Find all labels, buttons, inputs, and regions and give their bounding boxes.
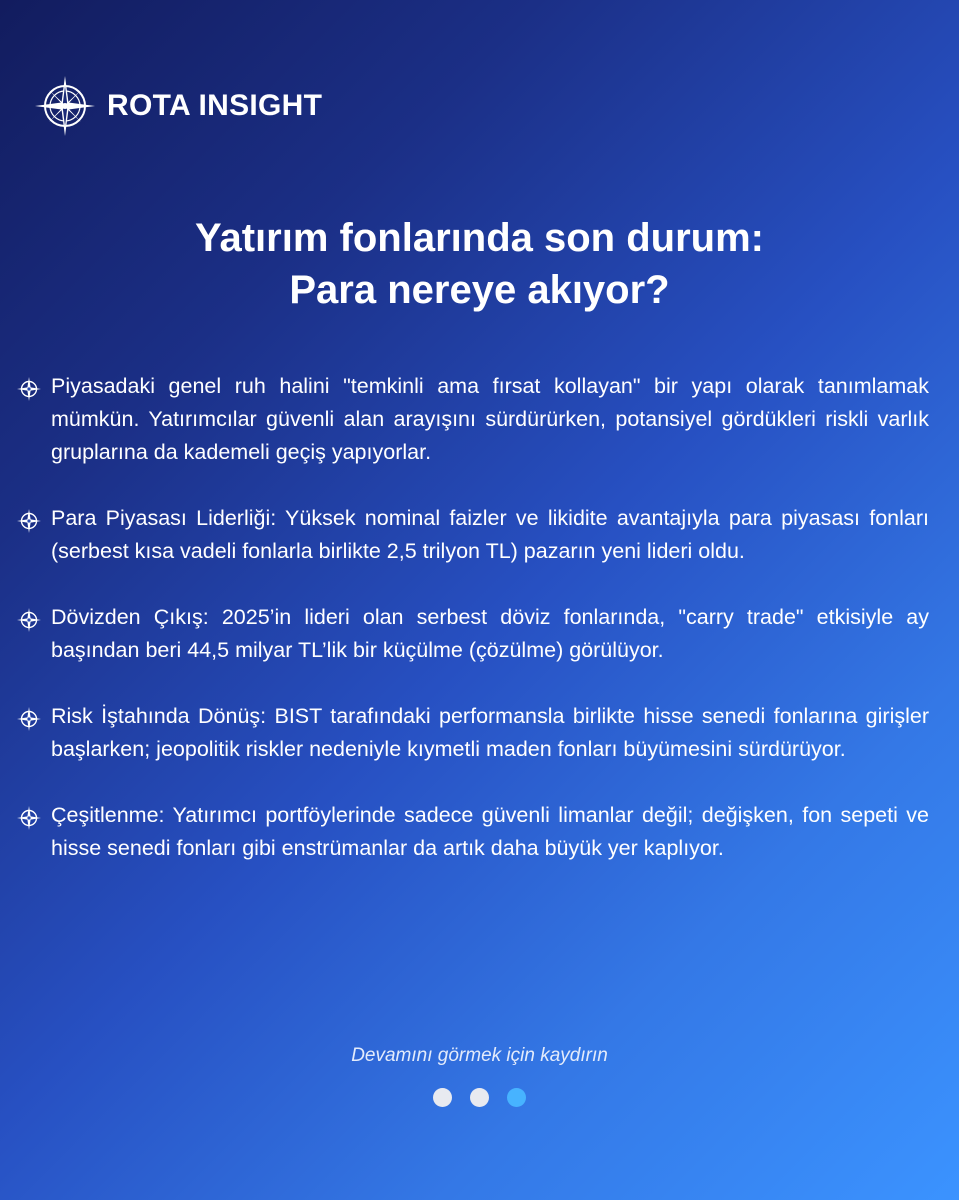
bullet-text: Çeşitlenme: Yatırımcı portföylerinde sadece güvenli limanlar değil; değişken, fon sepeti ve hisse senedi fonları gibi enstrümanlar da artık daha büyük yer kaplıyor.: [51, 803, 929, 860]
bullet-list: [16, 370, 929, 898]
brand-name: ROTA INSIGHT: [107, 89, 323, 122]
compass-rose-bullet-icon: [16, 805, 42, 831]
compass-rose-bullet-icon: [16, 376, 42, 402]
page-dot-2[interactable]: [470, 1088, 489, 1107]
bullet-text: Risk İştahında Dönüş: BIST tarafındaki performansla birlikte hisse senedi fonlarına girişler başlarken; jeopolitik riskler nedeniyle kıymetli maden fonları büyümesini sürdürüyor.: [51, 704, 929, 761]
bullet-item-market-mood: [16, 370, 929, 469]
compass-rose-bullet-icon: [16, 607, 42, 633]
page-title: [0, 212, 959, 316]
bullet-text: Dövizden Çıkış: 2025’in lideri olan serbest döviz fonlarında, "carry trade" etkisiyle ay başından beri 44,5 milyar TL’lik bir küçülme (çözülme) görülüyor.: [51, 605, 929, 662]
title-line-2: Para nereye akıyor?: [289, 268, 670, 312]
page-dot-1[interactable]: [433, 1088, 452, 1107]
bullet-text: Piyasadaki genel ruh halini "temkinli ama fırsat kollayan" bir yapı olarak tanımlamak mümkün. Yatırımcılar güvenli alan arayışını sürdürürken, potansiyel gördükleri riskli varlık gruplarına da kademeli geçiş yapıyorlar.: [51, 374, 929, 464]
bullet-text: Para Piyasası Liderliği: Yüksek nominal faizler ve likidite avantajıyla para piyasası fonları (serbest kısa vadeli fonlarla birlikte 2,5 trilyon TL) pazarın yeni lideri oldu.: [51, 506, 929, 563]
bullet-item-diversification: [16, 799, 929, 865]
bullet-item-fx-exit: [16, 601, 929, 667]
swipe-hint: Devamını görmek için kaydırın: [351, 1045, 608, 1066]
pagination-dots: [0, 1088, 959, 1107]
compass-rose-bullet-icon: [16, 508, 42, 534]
compass-rose-bullet-icon: [16, 706, 42, 732]
page-dot-3[interactable]: [507, 1088, 526, 1107]
brand-header: [33, 74, 322, 138]
bullet-item-risk-appetite: [16, 700, 929, 766]
bullet-item-money-market: [16, 502, 929, 568]
title-line-1: Yatırım fonlarında son durum:: [195, 216, 764, 260]
compass-rose-icon: [33, 74, 97, 138]
